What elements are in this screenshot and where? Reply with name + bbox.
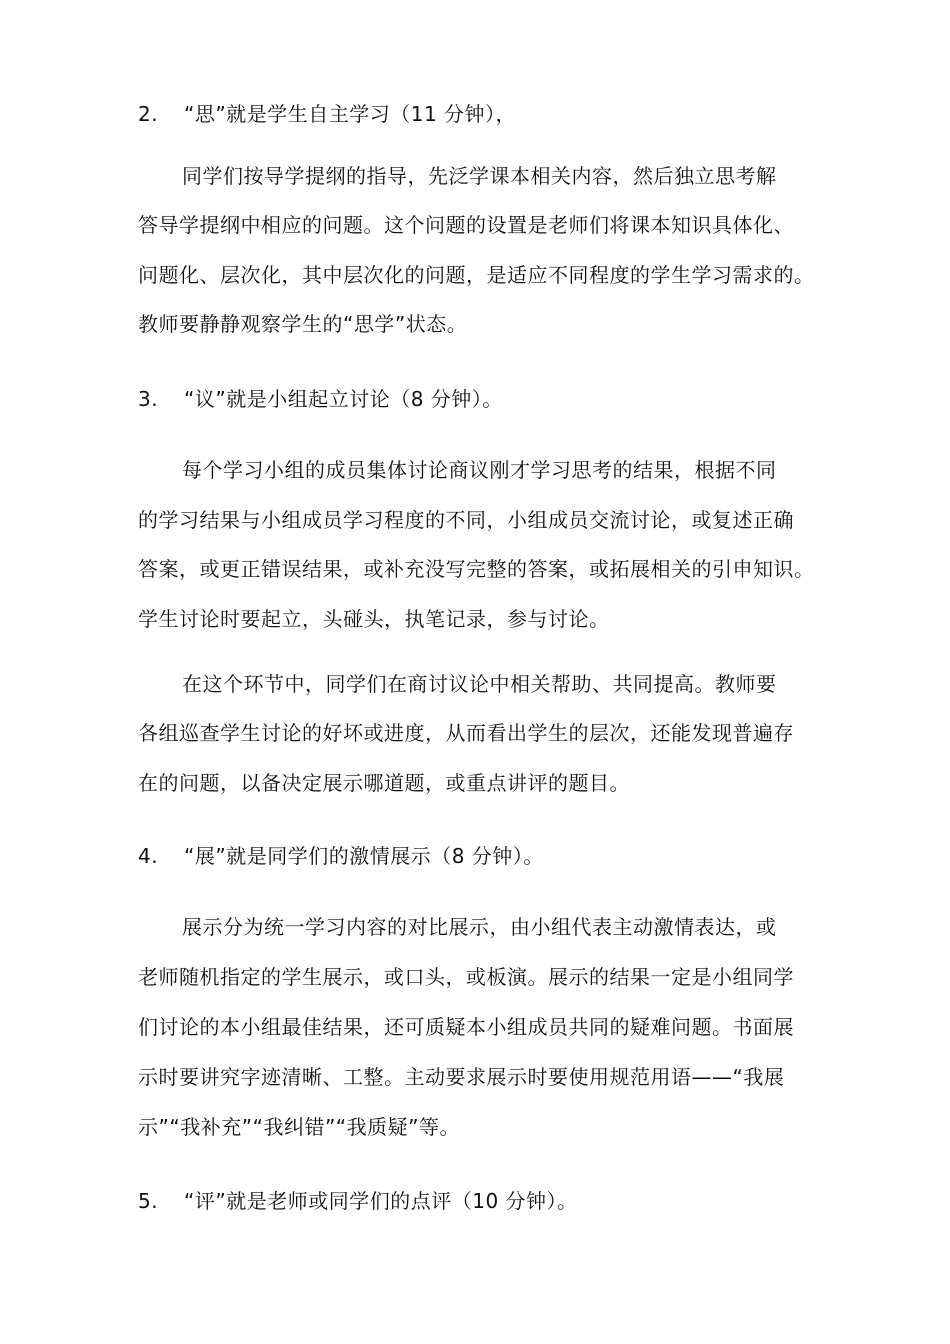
paragraph-line: 问题化、层次化，其中层次化的问题，是适应不同程度的学生学习需求的。 bbox=[138, 263, 815, 287]
section-heading-5 bbox=[138, 1187, 578, 1215]
section-heading-4 bbox=[138, 842, 544, 870]
paragraph-line: 示时要讲究字迹清晰、工整。主动要求展示时要使用规范用语——“我展 bbox=[138, 1065, 785, 1089]
paragraph-line: 答案，或更正错误结果，或补充没写完整的答案，或拓展相关的引申知识。 bbox=[138, 557, 815, 581]
paragraph-line: 的学习结果与小组成员学习程度的不同，小组成员交流讨论，或复述正确 bbox=[138, 508, 794, 532]
paragraph-line: 答导学提纲中相应的问题。这个问题的设置是老师们将课本知识具体化、 bbox=[138, 213, 794, 237]
paragraph-line: 老师随机指定的学生展示，或口头，或板演。展示的结果一定是小组同学 bbox=[138, 965, 794, 989]
section-title: “评”就是老师或同学们的点评（10 分钟）。 bbox=[184, 1189, 578, 1213]
paragraph-line: 各组巡查学生讨论的好坏或进度，从而看出学生的层次，还能发现普遍存 bbox=[138, 721, 794, 745]
paragraph-line: 示”“我补充”“我纠错”“我质疑”等。 bbox=[138, 1115, 461, 1139]
paragraph-line: 学生讨论时要起立，头碰头，执笔记录，参与讨论。 bbox=[138, 607, 610, 631]
section-heading-3 bbox=[138, 385, 503, 413]
paragraph-line: 们讨论的本小组最佳结果，还可质疑本小组成员共同的疑难问题。书面展 bbox=[138, 1015, 794, 1039]
section-number: 2. bbox=[138, 102, 159, 126]
section-heading-2 bbox=[138, 100, 516, 128]
section-number: 5. bbox=[138, 1189, 159, 1213]
paragraph-line: 每个学习小组的成员集体讨论商议刚才学习思考的结果，根据不同 bbox=[182, 458, 777, 482]
paragraph-line: 教师要静静观察学生的“思学”状态。 bbox=[138, 312, 468, 336]
section-number: 4. bbox=[138, 844, 159, 868]
paragraph-line: 展示分为统一学习内容的对比展示，由小组代表主动激情表达，或 bbox=[182, 915, 777, 939]
paragraph-line: 同学们按导学提纲的指导，先泛学课本相关内容，然后独立思考解 bbox=[182, 164, 777, 188]
section-number: 3. bbox=[138, 387, 159, 411]
section-title: “议”就是小组起立讨论（8 分钟）。 bbox=[184, 387, 503, 411]
paragraph-line: 在的问题，以备决定展示哪道题，或重点讲评的题目。 bbox=[138, 771, 630, 795]
paragraph-line: 在这个环节中，同学们在商讨议论中相关帮助、共同提高。教师要 bbox=[182, 672, 777, 696]
section-title: “展”就是同学们的激情展示（8 分钟）。 bbox=[184, 844, 544, 868]
section-title: “思”就是学生自主学习（11 分钟）， bbox=[184, 102, 517, 126]
